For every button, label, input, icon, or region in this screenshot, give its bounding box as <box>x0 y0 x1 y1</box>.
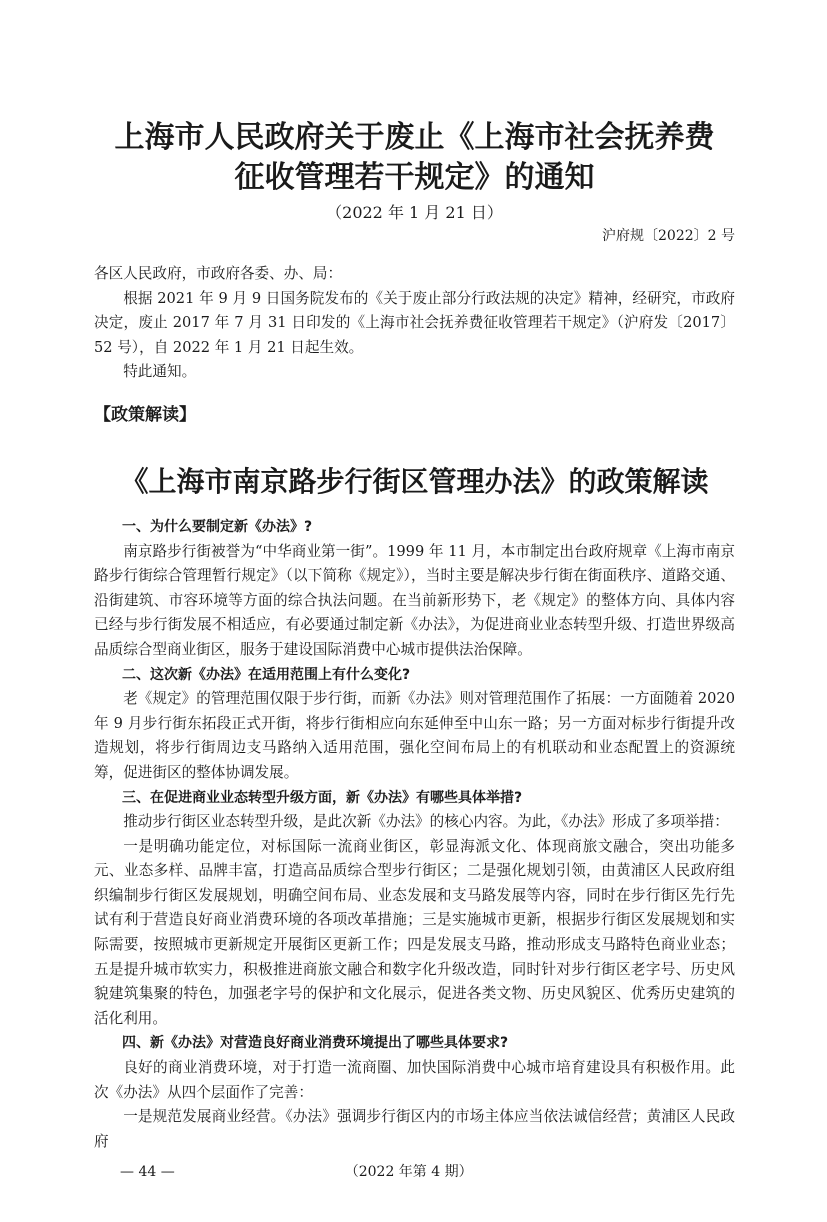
closing: 特此通知。 <box>123 363 197 381</box>
salutation: 各区人民政府，市政府各委、办、局： <box>94 265 343 282</box>
paragraph: 一是规范发展商业经营。《办法》强调步行街区内的市场主体应当依法诚信经营；黄浦区人民政府 <box>94 1108 735 1150</box>
document-number: 沪府规〔2022〕2 号 <box>602 228 735 244</box>
section-heading: 二、这次新《办法》在适用范围上有什么变化? <box>122 666 411 683</box>
notice-title <box>34 118 795 198</box>
page-number: — 44 — <box>120 1164 175 1181</box>
paragraph: 一是明确功能定位，对标国际一流商业街区，彰显海派文化、体现商旅文融合，突出功能多元、业态多样、品牌丰富，打造高品质综合型步行街区；二是强化规划引领，由黄浦区人民政府组织编制步行街区发展规划，明确空间布局、业态发展和支马路发展等内容，同时在步行街区先行先试有利于营造良好商业消费环境的各项改革措施；三是实施城市更新，根据步行街区发展规划和实际需要，按照城市更新规定开展街区更新工作；四是发展支马路，推动形成支马路特色商业业态；五是提升城市软实力，积极推进商旅文融合和数字化升级改造，同时针对步行街区老字号、历史风貌建筑集聚的特色，加强老字号的保护和文化展示，促进各类文物、历史风貌区、优秀历史建筑的活化利用。 <box>94 837 735 1027</box>
page-footer <box>94 1162 735 1182</box>
paragraph: 南京路步行街被誉为“中华商业第一街”。1999 年 11 月，本市制定出台政府规章《上海市南京路步行街综合管理暂行规定》（以下简称《规定》），当时主要是解决步行街在街面秩序、道路交通、沿街建筑、市容环境等方面的综合执法问题。在当前新形势下，老《规定》的整体方向、具体内容已经与步行街发展不相适应，有必要通过制定新《办法》，为促进商业业态转型升级、打造世界级高品质综合型商业街区，服务于建设国际消费中心城市提供法治保障。 <box>94 542 735 658</box>
section-heading: 一、为什么要制定新《办法》? <box>122 518 313 535</box>
section-heading: 三、在促进商业业态转型升级方面，新《办法》有哪些具体举措? <box>122 789 523 806</box>
paragraph: 老《规定》的管理范围仅限于步行街，而新《办法》则对管理范围作了拓展：一方面随着 2020 年 9 月步行街东拓段正式开街，将步行街相应向东延伸至中山东一路；另一方面对标步行街提升改造规划，将步行街周边支马路纳入适用范围，强化空间布局上的有机联动和业态配置上的资源统筹，促进街区的整体协调发展。 <box>94 690 735 781</box>
notice-title-line2: 征收管理若干规定》的通知 <box>234 160 595 195</box>
issue-label: （2022 年第 4 期） <box>344 1164 473 1181</box>
interpretation-title: 《上海市南京路步行街区管理办法》的政策解读 <box>120 464 709 498</box>
interpretation-body <box>94 515 735 1154</box>
notice-paragraph: 根据 2021 年 9 月 9 日国务院发布的《关于废止部分行政法规的决定》精神，经研究，市政府决定，废止 2017 年 7 月 31 日印发的《上海市社会抚养费征收管理若干规定》（沪府发〔2017〕52 号），自 2022 年 1 月 21 日起生效。 <box>94 289 735 356</box>
section-heading: 四、新《办法》对营造良好商业消费环境提出了哪些具体要求? <box>122 1035 509 1052</box>
paragraph: 良好的商业消费环境，对于打造一流商圈、加快国际消费中心城市培育建设具有积极作用。此次《办法》从四个层面作了完善： <box>94 1059 735 1101</box>
paragraph: 推动步行街区业态转型升级，是此次新《办法》的核心内容。为此，《办法》形成了多项举措： <box>123 813 729 831</box>
notice-title-line1: 上海市人民政府关于废止《上海市社会抚养费 <box>114 120 715 155</box>
notice-body <box>94 262 735 385</box>
notice-date: （2022 年 1 月 21 日） <box>326 203 503 222</box>
section-tag: 【政策解读】 <box>94 404 196 425</box>
